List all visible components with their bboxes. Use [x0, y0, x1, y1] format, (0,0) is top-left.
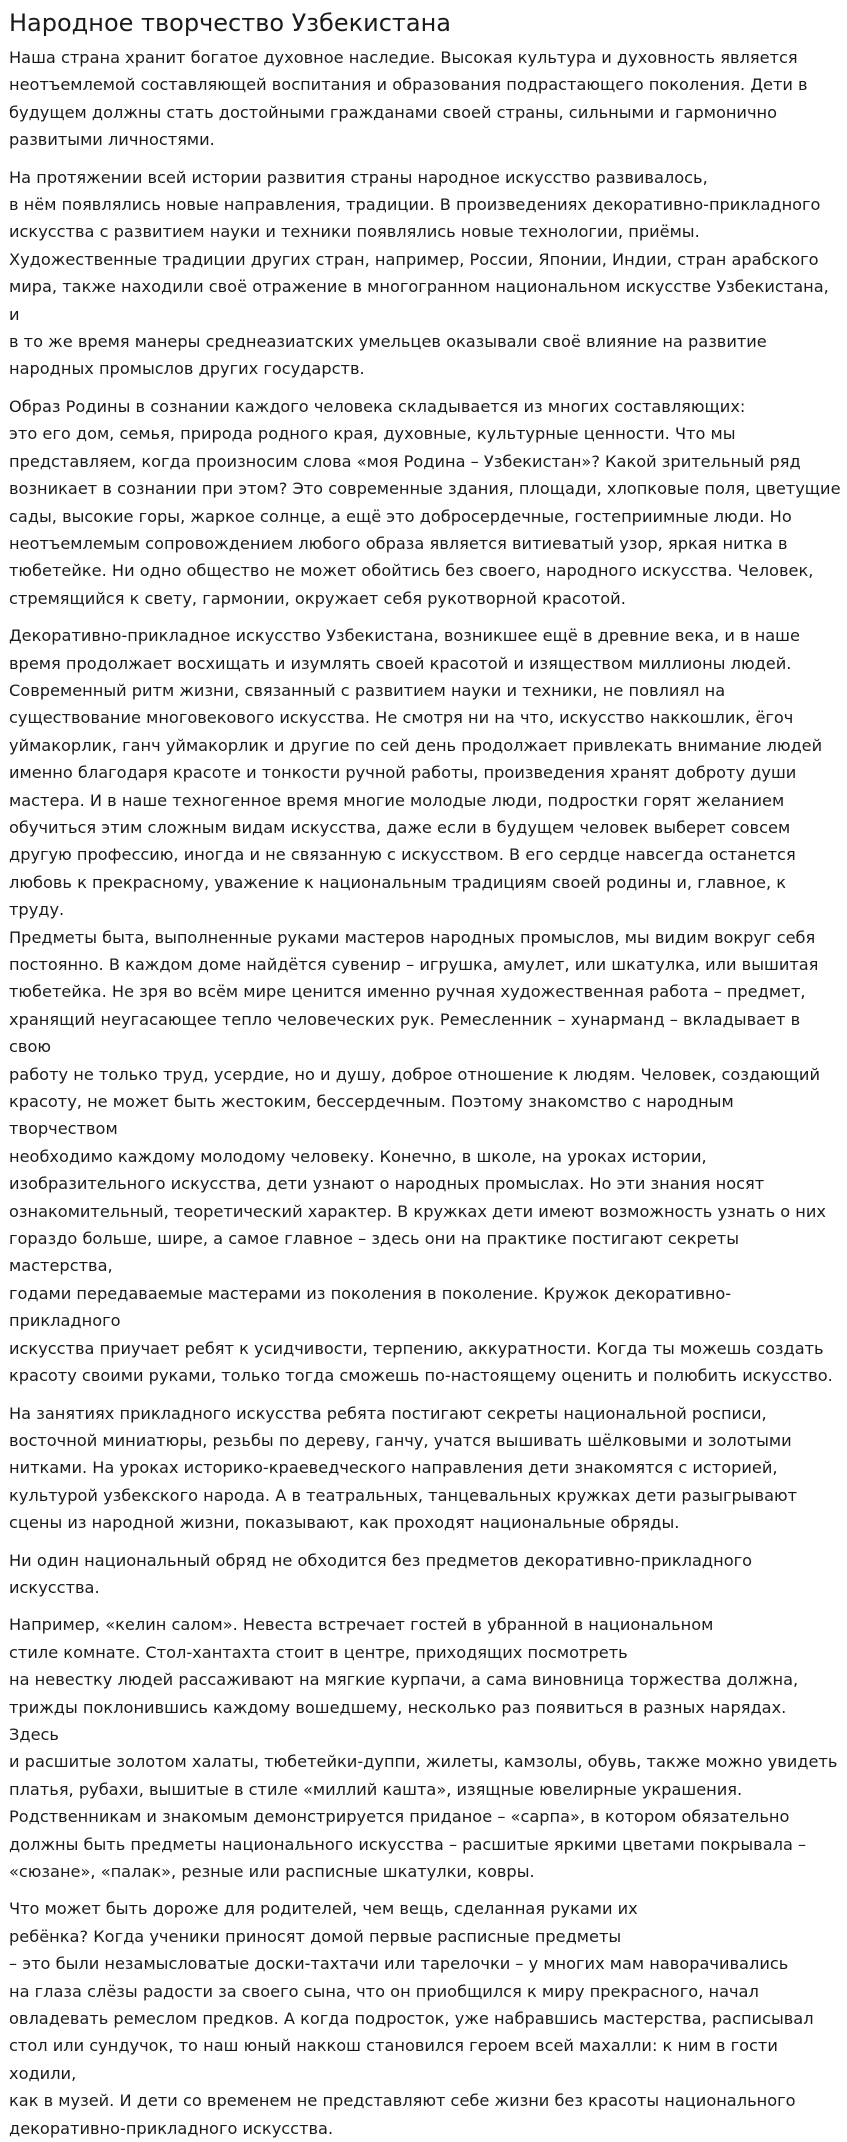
- paragraph-6: Ни один национальный обряд не обходится без предметов декоративно-прикладного искусства.: [9, 1550, 753, 1597]
- paragraph-2: На протяжении всей истории развития страны народное искусство развивалось, в нём появлялись новые направления, традиции. В произведениях декоративно-прикладного искусства с развитием науки и техники появлялись новые технологии, приёмы. Художественные традиции других стран, например, России, Японии, Индии, стран арабского мира, также находили своё отражение в многогранном национальном искусстве Узбекистана, и в то же время манеры среднеазиатских умельцев оказывали своё влияние на развитие народных промыслов других государств.: [9, 167, 829, 379]
- paragraph-3: Образ Родины в сознании каждого человека складывается из многих составляющих: это его дом, семья, природа родного края, духовные, культурные ценности. Что мы представляем, когда произносим слова «моя Родина – Узбекистан»? Какой зрительный ряд возникает в сознании при этом? Это современные здания, площади, хлопковые поля, цветущие сады, высокие горы, жаркое солнце, а ещё это добросердечные, гостеприимные люди. Но неотъемлемым сопровождением любого образа является витиеватый узор, яркая нитка в тюбетейке. Ни одно общество не может обойтись без своего, народного искусства. Человек, стремящийся к свету, гармонии, окружает себя рукотворной красотой.: [9, 396, 841, 608]
- page-title: Народное творчество Узбекистана: [9, 9, 451, 37]
- paragraph-5: На занятиях прикладного искусства ребята постигают секреты национальной росписи, восточной миниатюры, резьбы по дереву, ганчу, учатся вышивать шёлковыми и золотыми нитками. На уроках историко-краеведческого направления дети знакомятся с историей, культурой узбекского народа. А в театральных, танцевальных кружках дети разыгрывают сцены из народной жизни, показывают, как проходят национальные обряды.: [9, 1403, 798, 1533]
- paragraph-8: Что может быть дороже для родителей, чем вещь, сделанная руками их ребёнка? Когда ученики приносят домой первые расписные предметы – это были незамысловатые доски-тахтачи или тарелочки – у многих мам наворачивались на глаза слёзы радости за своего сына, что он приобщился к миру прекрасного, начал овладевать ремеслом предков. А когда подросток, уже набравшись мастерства, расписывал стол или сундучок, то наш юный наккош становился героем всей махалли: к ним в гости ходили, как в музей. И дети со временем не представляют себе жизни без красоты национального декоративно-прикладного искусства.: [9, 1899, 814, 2138]
- paragraph-7: Например, «келин салом». Невеста встречает гостей в убранной в национальном стиле комнате. Стол-хантахта стоит в центре, приходящих посмотреть на невестку людей рассаживают на мягкие курпачи, а сама виновница торжества должна, трижды поклонившись каждому вошедшему, несколько раз появиться в разных нарядах. Здесь и расшитые золотом халаты, тюбетейки-дуппи, жилеты, камзолы, обувь, также можно увидеть платья, рубахи, вышитые в стиле «миллий кашта», изящные ювелирные украшения. Родственникам и знакомым демонстрируется приданое – «сарпа», в котором обязательно должны быть предметы национального искусства – расшитые яркими цветами покрывала – «сюзане», «палак», резные или расписные шкатулки, ковры.: [9, 1615, 838, 1881]
- paragraph-4: Декоративно-прикладное искусство Узбекистана, возникшее ещё в древние века, и в наше время продолжает восхищать и изумлять своей красотой и изяществом миллионы людей. Современный ритм жизни, связанный с развитием науки и техники, не повлиял на существование многовекового искусства. Не смотря ни на что, искусство наккошлик, ёгоч уймакорлик, ганч уймакорлик и другие по сей день продолжает привлекать внимание людей именно благодаря красоте и тонкости ручной работы, произведения хранят доброту души мастера. И в наше техногенное время многие молодые люди, подростки горят желанием обучиться этим сложным видам искусства, даже если в будущем человек выберет совсем другую профессию, иногда и не связанную с искусством. В его сердце навсегда останется любовь к прекрасному, уважение к национальным традициям своей родины и, главное, к труду. Предметы быта, выполненные руками мастеров народных промыслов, мы видим вокруг себя постоянно. В каждом доме найдётся сувенир – игрушка, амулет, или шкатулка, или вышитая тюбетейка. Не зря во всём мире ценится именно ручная художественная работа – предмет, хранящий неугасающее тепло человеческих рук. Ремесленник – хунарманд – вкладывает в свою работу не только труд, усердие, но и душу, доброе отношение к людям. Человек, создающий красоту, не может быть жестоким, бессердечным. Поэтому знакомство с народным творчеством необходимо каждому молодому человеку. Конечно, в школе, на уроках истории, изобразительного искусства, дети узнают о народных промыслах. Но эти знания носят ознакомительный, теоретический характер. В кружках дети имеют возможность узнать о них гораздо больше, шире, а самое главное – здесь они на практике постигают секреты мастерства, годами передаваемые мастерами из поколения в поколение. Кружок декоративно-прикладного искусства приучает ребят к усидчивости, терпению, аккуратности. Когда ты можешь создать красоту своими руками, только тогда сможешь по-настоящему оценить и полюбить искусство.: [9, 626, 833, 1386]
- paragraph-1: Наша страна хранит богатое духовное наследие. Высокая культура и духовность является неотъемлемой составляющей воспитания и образования подрастающего поколения. Дети в будущем должны стать достойными гражданами своей страны, сильными и гармонично развитыми личностями.: [9, 48, 808, 150]
